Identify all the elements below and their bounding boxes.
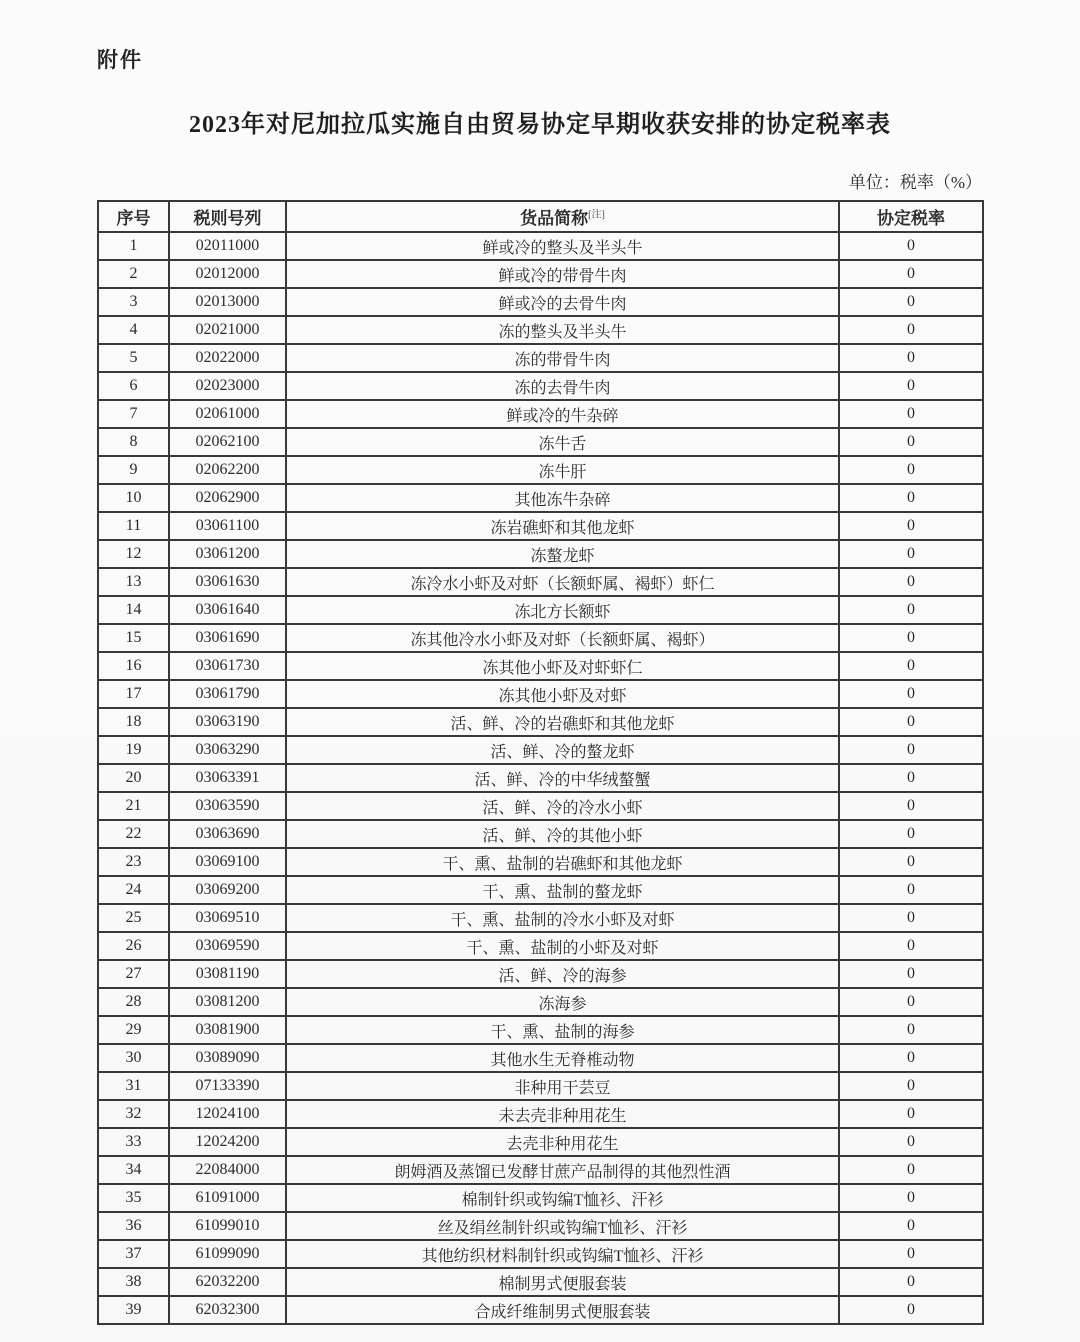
table-row: [98, 1268, 983, 1296]
table-row: [98, 316, 983, 344]
table-row: [98, 344, 983, 372]
row-code-cell: 07133390: [169, 1072, 286, 1100]
row-index-cell: 11: [98, 512, 169, 540]
row-rate-cell: 0: [839, 876, 983, 904]
row-name-cell: 活、鲜、冷的螯龙虾: [286, 736, 839, 764]
table-row: [98, 960, 983, 988]
row-name-cell: 冻其他冷水小虾及对虾（长额虾属、褐虾）: [286, 624, 839, 652]
row-code-cell: 03069200: [169, 876, 286, 904]
row-index-cell: 26: [98, 932, 169, 960]
row-code-cell: 12024200: [169, 1128, 286, 1156]
row-index-cell: 19: [98, 736, 169, 764]
row-index-cell: 9: [98, 456, 169, 484]
footnote-marker: [注]: [588, 209, 605, 221]
column-header-product-name-text: 货品简称: [520, 209, 589, 228]
row-rate-cell: 0: [839, 1044, 983, 1072]
row-name-cell: 冻其他小虾及对虾: [286, 680, 839, 708]
row-code-cell: 02012000: [169, 260, 286, 288]
row-index-cell: 15: [98, 624, 169, 652]
table-row: [98, 904, 983, 932]
row-code-cell: 02013000: [169, 288, 286, 316]
row-rate-cell: 0: [839, 624, 983, 652]
page-title: 2023年对尼加拉瓜实施自由贸易协定早期收获安排的协定税率表: [189, 112, 891, 138]
row-rate-cell: 0: [839, 512, 983, 540]
row-index-cell: 39: [98, 1296, 169, 1324]
table-row: [98, 372, 983, 400]
row-rate-cell: 0: [839, 1156, 983, 1184]
row-code-cell: 61091000: [169, 1184, 286, 1212]
table-row: [98, 260, 983, 288]
attachment-label: 附件: [97, 48, 143, 72]
table-body: [98, 232, 983, 1324]
row-rate-cell: 0: [839, 708, 983, 736]
row-name-cell: 丝及绢丝制针织或钩编T恤衫、汗衫: [286, 1212, 839, 1240]
row-code-cell: 02062200: [169, 456, 286, 484]
row-rate-cell: 0: [839, 260, 983, 288]
table-row: [98, 540, 983, 568]
row-index-cell: 32: [98, 1100, 169, 1128]
row-index-cell: 28: [98, 988, 169, 1016]
row-index-cell: 18: [98, 708, 169, 736]
row-name-cell: 其他纺织材料制针织或钩编T恤衫、汗衫: [286, 1240, 839, 1268]
column-header-agreement-rate: 协定税率: [839, 201, 983, 232]
row-rate-cell: 0: [839, 736, 983, 764]
row-rate-cell: 0: [839, 764, 983, 792]
row-index-cell: 22: [98, 820, 169, 848]
row-index-cell: 5: [98, 344, 169, 372]
row-name-cell: 去壳非种用花生: [286, 1128, 839, 1156]
table-row: [98, 1296, 983, 1324]
row-index-cell: 30: [98, 1044, 169, 1072]
row-rate-cell: 0: [839, 232, 983, 260]
row-index-cell: 21: [98, 792, 169, 820]
row-name-cell: 未去壳非种用花生: [286, 1100, 839, 1128]
row-code-cell: 02062900: [169, 484, 286, 512]
row-name-cell: 冻冷水小虾及对虾（长额虾属、褐虾）虾仁: [286, 568, 839, 596]
row-rate-cell: 0: [839, 540, 983, 568]
row-code-cell: 02023000: [169, 372, 286, 400]
row-index-cell: 1: [98, 232, 169, 260]
row-name-cell: 冻岩礁虾和其他龙虾: [286, 512, 839, 540]
row-code-cell: 03061200: [169, 540, 286, 568]
row-rate-cell: 0: [839, 1184, 983, 1212]
table-row: [98, 1128, 983, 1156]
row-index-cell: 8: [98, 428, 169, 456]
row-code-cell: 03081200: [169, 988, 286, 1016]
row-name-cell: 冻的去骨牛肉: [286, 372, 839, 400]
row-name-cell: 冻牛舌: [286, 428, 839, 456]
table-row: [98, 1044, 983, 1072]
table-row: [98, 932, 983, 960]
row-code-cell: 03061730: [169, 652, 286, 680]
row-rate-cell: 0: [839, 904, 983, 932]
row-code-cell: 03069510: [169, 904, 286, 932]
row-index-cell: 12: [98, 540, 169, 568]
row-name-cell: 冻牛肝: [286, 456, 839, 484]
row-index-cell: 38: [98, 1268, 169, 1296]
row-name-cell: 干、熏、盐制的海参: [286, 1016, 839, 1044]
row-index-cell: 20: [98, 764, 169, 792]
row-index-cell: 16: [98, 652, 169, 680]
table-row: [98, 232, 983, 260]
row-rate-cell: 0: [839, 456, 983, 484]
row-name-cell: 朗姆酒及蒸馏已发酵甘蔗产品制得的其他烈性酒: [286, 1156, 839, 1184]
row-rate-cell: 0: [839, 652, 983, 680]
row-code-cell: 03061790: [169, 680, 286, 708]
row-code-cell: 03063590: [169, 792, 286, 820]
row-name-cell: 棉制男式便服套装: [286, 1268, 839, 1296]
row-index-cell: 23: [98, 848, 169, 876]
row-code-cell: 03069590: [169, 932, 286, 960]
row-name-cell: 冻其他小虾及对虾虾仁: [286, 652, 839, 680]
row-code-cell: 02062100: [169, 428, 286, 456]
row-code-cell: 02021000: [169, 316, 286, 344]
row-rate-cell: 0: [839, 596, 983, 624]
table-row: [98, 456, 983, 484]
row-code-cell: 62032300: [169, 1296, 286, 1324]
column-header-tariff-code: 税则号列: [169, 201, 286, 232]
table-row: [98, 792, 983, 820]
row-rate-cell: 0: [839, 288, 983, 316]
row-index-cell: 13: [98, 568, 169, 596]
row-rate-cell: 0: [839, 1212, 983, 1240]
table-row: [98, 876, 983, 904]
row-index-cell: 14: [98, 596, 169, 624]
row-name-cell: 干、熏、盐制的岩礁虾和其他龙虾: [286, 848, 839, 876]
row-index-cell: 7: [98, 400, 169, 428]
unit-note: 单位：税率（%）: [848, 173, 982, 192]
row-rate-cell: 0: [839, 1128, 983, 1156]
row-name-cell: 活、鲜、冷的冷水小虾: [286, 792, 839, 820]
row-code-cell: 02022000: [169, 344, 286, 372]
row-code-cell: 61099090: [169, 1240, 286, 1268]
row-index-cell: 35: [98, 1184, 169, 1212]
row-index-cell: 3: [98, 288, 169, 316]
row-name-cell: 冻的带骨牛肉: [286, 344, 839, 372]
table-row: [98, 1016, 983, 1044]
row-code-cell: 03063190: [169, 708, 286, 736]
row-index-cell: 4: [98, 316, 169, 344]
table-row: [98, 652, 983, 680]
row-name-cell: 鲜或冷的带骨牛肉: [286, 260, 839, 288]
table-row: [98, 848, 983, 876]
row-code-cell: 03061630: [169, 568, 286, 596]
row-name-cell: 其他水生无脊椎动物: [286, 1044, 839, 1072]
table-row: [98, 736, 983, 764]
row-code-cell: 12024100: [169, 1100, 286, 1128]
table-row: [98, 988, 983, 1016]
row-rate-cell: 0: [839, 932, 983, 960]
row-rate-cell: 0: [839, 848, 983, 876]
row-index-cell: 24: [98, 876, 169, 904]
table-row: [98, 400, 983, 428]
row-name-cell: 干、熏、盐制的冷水小虾及对虾: [286, 904, 839, 932]
row-code-cell: 03081190: [169, 960, 286, 988]
table-row: [98, 484, 983, 512]
row-name-cell: 非种用干芸豆: [286, 1072, 839, 1100]
column-header-product-name: [286, 201, 839, 232]
row-name-cell: 冻海参: [286, 988, 839, 1016]
row-index-cell: 29: [98, 1016, 169, 1044]
table-row: [98, 568, 983, 596]
row-index-cell: 31: [98, 1072, 169, 1100]
table-row: [98, 1156, 983, 1184]
row-name-cell: 鲜或冷的去骨牛肉: [286, 288, 839, 316]
row-index-cell: 37: [98, 1240, 169, 1268]
row-rate-cell: 0: [839, 680, 983, 708]
row-rate-cell: 0: [839, 988, 983, 1016]
row-index-cell: 10: [98, 484, 169, 512]
row-index-cell: 6: [98, 372, 169, 400]
row-name-cell: 冻螯龙虾: [286, 540, 839, 568]
row-code-cell: 03063391: [169, 764, 286, 792]
row-name-cell: 其他冻牛杂碎: [286, 484, 839, 512]
row-rate-cell: 0: [839, 316, 983, 344]
table-row: [98, 708, 983, 736]
row-name-cell: 冻北方长额虾: [286, 596, 839, 624]
row-rate-cell: 0: [839, 484, 983, 512]
table-row: [98, 764, 983, 792]
column-header-index: 序号: [98, 201, 169, 232]
row-name-cell: 冻的整头及半头牛: [286, 316, 839, 344]
table-row: [98, 624, 983, 652]
row-rate-cell: 0: [839, 1072, 983, 1100]
row-code-cell: 02061000: [169, 400, 286, 428]
row-code-cell: 03061640: [169, 596, 286, 624]
row-rate-cell: 0: [839, 1268, 983, 1296]
tariff-rate-table: [97, 200, 984, 1325]
row-index-cell: 27: [98, 960, 169, 988]
row-name-cell: 鲜或冷的整头及半头牛: [286, 232, 839, 260]
row-name-cell: 活、鲜、冷的岩礁虾和其他龙虾: [286, 708, 839, 736]
row-index-cell: 2: [98, 260, 169, 288]
table-row: [98, 820, 983, 848]
row-rate-cell: 0: [839, 1100, 983, 1128]
table-row: [98, 288, 983, 316]
row-rate-cell: 0: [839, 820, 983, 848]
row-index-cell: 17: [98, 680, 169, 708]
row-code-cell: 62032200: [169, 1268, 286, 1296]
row-rate-cell: 0: [839, 1296, 983, 1324]
table-row: [98, 1212, 983, 1240]
table-row: [98, 596, 983, 624]
row-rate-cell: 0: [839, 568, 983, 596]
table-row: [98, 680, 983, 708]
row-name-cell: 合成纤维制男式便服套装: [286, 1296, 839, 1324]
row-name-cell: 活、鲜、冷的其他小虾: [286, 820, 839, 848]
row-rate-cell: 0: [839, 400, 983, 428]
row-code-cell: 03069100: [169, 848, 286, 876]
table-header-row: [98, 201, 983, 232]
row-index-cell: 25: [98, 904, 169, 932]
row-index-cell: 36: [98, 1212, 169, 1240]
row-code-cell: 03081900: [169, 1016, 286, 1044]
row-rate-cell: 0: [839, 960, 983, 988]
row-name-cell: 干、熏、盐制的小虾及对虾: [286, 932, 839, 960]
row-code-cell: 02011000: [169, 232, 286, 260]
row-name-cell: 鲜或冷的牛杂碎: [286, 400, 839, 428]
row-code-cell: 03089090: [169, 1044, 286, 1072]
row-code-cell: 22084000: [169, 1156, 286, 1184]
row-index-cell: 33: [98, 1128, 169, 1156]
table-row: [98, 1072, 983, 1100]
row-code-cell: 03063290: [169, 736, 286, 764]
row-code-cell: 03063690: [169, 820, 286, 848]
row-name-cell: 活、鲜、冷的海参: [286, 960, 839, 988]
table-row: [98, 1184, 983, 1212]
row-rate-cell: 0: [839, 372, 983, 400]
row-index-cell: 34: [98, 1156, 169, 1184]
row-name-cell: 棉制针织或钩编T恤衫、汗衫: [286, 1184, 839, 1212]
row-rate-cell: 0: [839, 1016, 983, 1044]
table-row: [98, 512, 983, 540]
row-rate-cell: 0: [839, 1240, 983, 1268]
table-row: [98, 1240, 983, 1268]
table-row: [98, 428, 983, 456]
row-rate-cell: 0: [839, 792, 983, 820]
table-row: [98, 1100, 983, 1128]
row-rate-cell: 0: [839, 428, 983, 456]
row-rate-cell: 0: [839, 344, 983, 372]
row-name-cell: 干、熏、盐制的螯龙虾: [286, 876, 839, 904]
row-code-cell: 03061100: [169, 512, 286, 540]
row-name-cell: 活、鲜、冷的中华绒螯蟹: [286, 764, 839, 792]
row-code-cell: 61099010: [169, 1212, 286, 1240]
row-code-cell: 03061690: [169, 624, 286, 652]
